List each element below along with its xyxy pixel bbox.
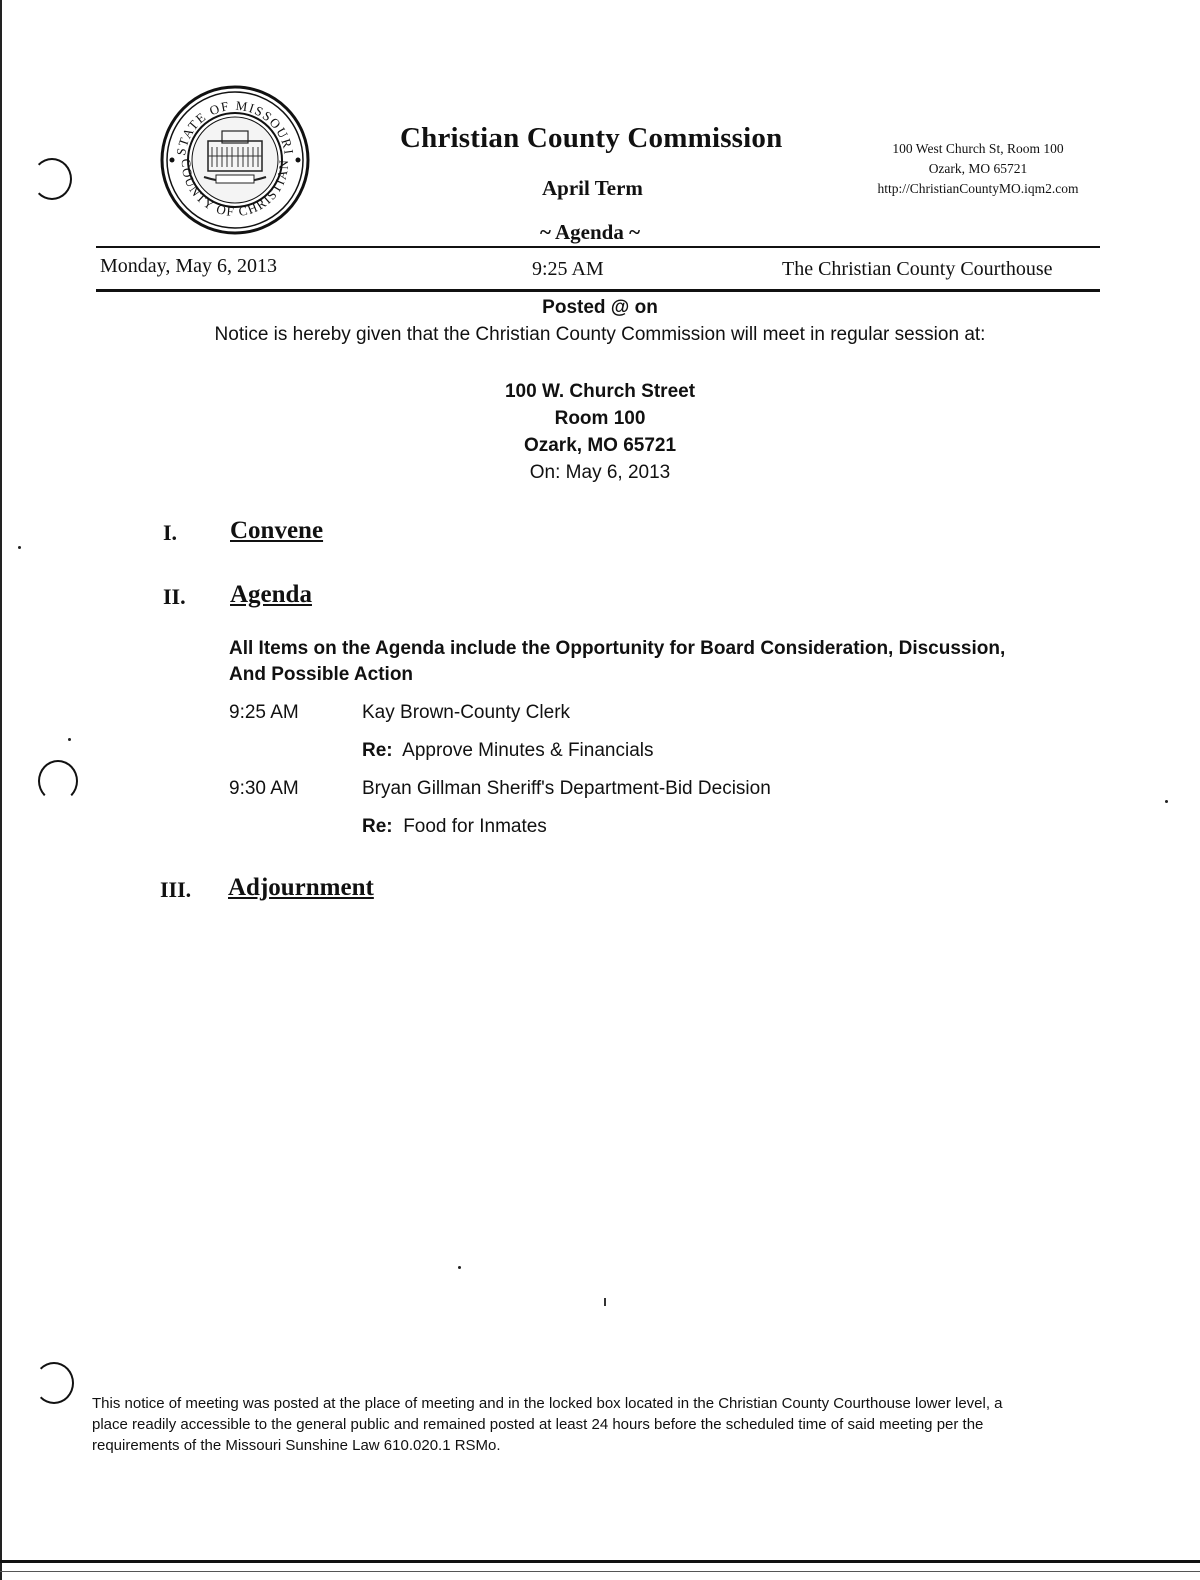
website-link[interactable]: http://ChristianCountyMO.iqm2.com	[877, 181, 1079, 196]
notice-line: Notice is hereby given that the Christian County Commission will meet in regular session at:	[214, 324, 986, 345]
scan-speck	[458, 1266, 461, 1269]
punch-hole-icon	[38, 760, 78, 802]
punch-hole-icon	[34, 1362, 74, 1404]
punch-hole-icon	[32, 158, 72, 200]
organization-title: Christian County Commission	[400, 122, 783, 154]
agenda-item-re	[362, 740, 653, 762]
meeting-time: 9:25 AM	[532, 258, 604, 280]
agenda-item-re	[362, 816, 547, 838]
header-rule-bottom	[96, 289, 1100, 292]
header-rule-top	[96, 246, 1100, 248]
place-street: 100 W. Church Street	[504, 381, 696, 402]
meeting-location: The Christian County Courthouse	[782, 258, 1053, 280]
county-seal-logo	[160, 85, 310, 235]
posted-line: Posted @ on	[542, 297, 658, 318]
scan-speck	[18, 546, 21, 549]
agenda-intro-line-2: And Possible Action	[229, 664, 414, 685]
scan-edge-bottom-line	[0, 1571, 1200, 1572]
scan-speck	[68, 738, 71, 741]
seal-top-text: STATE OF MISSOURI	[173, 97, 297, 157]
agenda-item-presenter: Bryan Gillman Sheriff's Department-Bid Decision	[362, 778, 771, 799]
agenda-intro-line-1: All Items on the Agenda include the Opportunity for Board Consideration, Discussion,	[229, 638, 1006, 659]
address-line-2: Ozark, MO 65721	[928, 161, 1028, 176]
section-numeral: III.	[160, 877, 192, 902]
re-text: Approve Minutes & Financials	[402, 740, 654, 761]
scan-speck	[604, 1298, 606, 1306]
section-numeral: II.	[163, 584, 186, 609]
re-text: Food for Inmates	[403, 816, 547, 837]
document-type-label: ~ Agenda ~	[540, 220, 641, 244]
place-date: On: May 6, 2013	[529, 462, 671, 483]
meeting-place	[0, 378, 1200, 486]
place-room: Room 100	[554, 408, 646, 429]
agenda-item-time: 9:30 AM	[229, 778, 299, 799]
place-city: Ozark, MO 65721	[523, 435, 677, 456]
seal-bottom-text: COUNTY OF CHRISTIAN	[178, 158, 292, 220]
agenda-item-time: 9:25 AM	[229, 702, 299, 723]
address-block	[858, 139, 1098, 199]
re-label: Re:	[362, 740, 393, 761]
posting-notice-footer: This notice of meeting was posted at the place of meeting and in the locked box located in the Christian County Courthouse lower level, a place readily accessible to the general public and remained posted at least 24 hours before the scheduled time of said meeting per the requirements of the Missouri Sunshine Law 610.020.1 RSMo.	[92, 1395, 1003, 1454]
section-title-agenda: Agenda	[230, 581, 312, 608]
agenda-item-presenter: Kay Brown-County Clerk	[362, 702, 571, 723]
section-title-adjournment: Adjournment	[228, 874, 374, 901]
re-label: Re:	[362, 816, 393, 837]
scan-edge-bottom	[0, 1560, 1200, 1563]
meeting-date: Monday, May 6, 2013	[100, 255, 278, 277]
address-line-1: 100 West Church St, Room 100	[892, 141, 1064, 156]
section-numeral: I.	[163, 520, 178, 545]
scan-edge-left	[0, 0, 2, 1580]
section-title-convene: Convene	[230, 517, 324, 544]
term-label: April Term	[542, 176, 643, 200]
agenda-intro	[229, 636, 1049, 688]
scan-speck	[1165, 800, 1168, 803]
